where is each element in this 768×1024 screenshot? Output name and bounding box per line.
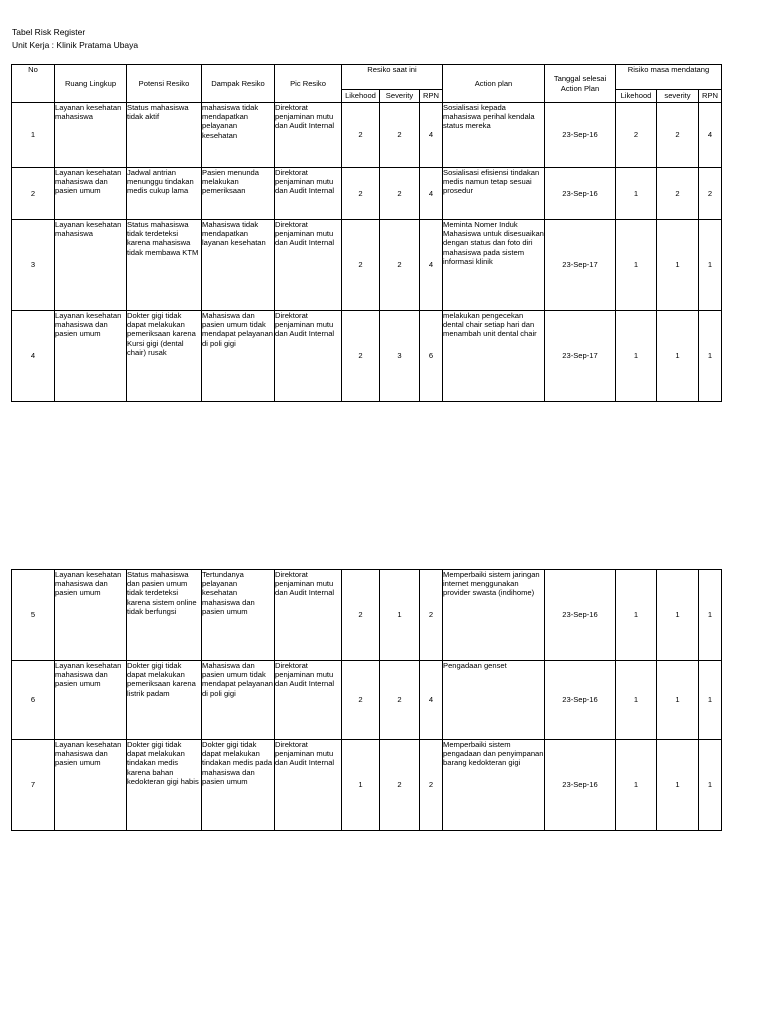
header-severity: Severity [380,90,420,103]
ruang-lingkup-cell: Layanan kesehatan mahasiswa dan pasien umum [55,168,127,220]
severity-future-cell: 2 [657,168,699,220]
document-title: Tabel Risk Register [12,27,86,37]
likehood-cell: 2 [342,311,380,402]
rpn-future-cell: 1 [699,570,722,661]
severity-cell: 2 [380,740,420,831]
header-pic-resiko: Pic Resiko [275,65,342,103]
likehood-cell: 2 [342,570,380,661]
row-number: 1 [12,103,55,168]
severity-future-cell: 1 [657,311,699,402]
pic-resiko-cell: Direktorat penjaminan mutu dan Audit Internal [275,220,342,311]
pic-resiko-cell: Direktorat penjaminan mutu dan Audit Internal [275,570,342,661]
likehood-cell: 2 [342,168,380,220]
tanggal-selesai-cell: 23-Sep-16 [545,740,616,831]
header-risiko-masa-mendatang: Risiko masa mendatang [616,65,722,90]
likehood-cell: 1 [342,740,380,831]
header-rpn-future: RPN [699,90,722,103]
header-action-plan: Action plan [443,65,545,103]
severity-cell: 1 [380,570,420,661]
severity-future-cell: 1 [657,661,699,740]
dampak-resiko-cell: Mahasiswa dan pasien umum tidak mendapat pelayanan di poli gigi [202,661,275,740]
action-plan-cell: Meminta Nomer Induk Mahasiswa untuk disesuaikan dengan status dan foto diri mahasiswa pada sistem informasi klinik [443,220,545,311]
likehood-cell: 2 [342,220,380,311]
ruang-lingkup-cell: Layanan kesehatan mahasiswa dan pasien umum [55,311,127,402]
rpn-cell: 4 [420,220,443,311]
likehood-cell: 2 [342,661,380,740]
rpn-future-cell: 1 [699,661,722,740]
header-no: No [12,65,55,103]
dampak-resiko-cell: Pasien menunda melakukan pemeriksaan [202,168,275,220]
likehood-future-cell: 1 [616,740,657,831]
dampak-resiko-cell: Mahasiswa dan pasien umum tidak mendapat pelayanan di poli gigi [202,311,275,402]
tanggal-selesai-cell: 23-Sep-16 [545,168,616,220]
tanggal-selesai-cell: 23-Sep-16 [545,661,616,740]
severity-future-cell: 2 [657,103,699,168]
table-row [12,220,722,311]
header-dampak-resiko: Dampak Resiko [202,65,275,103]
pic-resiko-cell: Direktorat penjaminan mutu dan Audit Internal [275,311,342,402]
rpn-future-cell: 1 [699,311,722,402]
header-resiko-saat-ini: Resiko saat ini [342,65,443,90]
dampak-resiko-cell: Mahasiswa tidak mendapatkan layanan kesehatan [202,220,275,311]
potensi-resiko-cell: Status mahasiswa tidak terdeteksi karena mahasiswa tidak membawa KTM [127,220,202,311]
ruang-lingkup-cell: Layanan kesehatan mahasiswa [55,220,127,311]
row-number: 5 [12,570,55,661]
likehood-future-cell: 2 [616,103,657,168]
row-number: 7 [12,740,55,831]
table-row [12,740,722,831]
header-likehood-future: Likehood [616,90,657,103]
risk-register-table-continued [11,569,722,831]
action-plan-cell: Memperbaiki sistem jaringan internet menggunakan provider swasta (indihome) [443,570,545,661]
table-row [12,168,722,220]
rpn-future-cell: 1 [699,220,722,311]
potensi-resiko-cell: Dokter gigi tidak dapat melakukan pemeriksaan karena listrik padam [127,661,202,740]
likehood-future-cell: 1 [616,570,657,661]
severity-cell: 2 [380,103,420,168]
potensi-resiko-cell: Status mahasiswa tidak aktif [127,103,202,168]
tanggal-selesai-cell: 23-Sep-16 [545,103,616,168]
tanggal-selesai-cell: 23-Sep-16 [545,570,616,661]
ruang-lingkup-cell: Layanan kesehatan mahasiswa dan pasien umum [55,740,127,831]
action-plan-cell: melakukan pengecekan dental chair setiap hari dan menambah unit dental chair [443,311,545,402]
action-plan-cell: Sosialisasi efisiensi tindakan medis namun tetap sesuai prosedur [443,168,545,220]
row-number: 3 [12,220,55,311]
unit-kerja-label: Unit Kerja : Klinik Pratama Ubaya [12,40,139,50]
row-number: 6 [12,661,55,740]
rpn-cell: 4 [420,103,443,168]
rpn-future-cell: 2 [699,168,722,220]
header-ruang-lingkup: Ruang Lingkup [55,65,127,103]
likehood-cell: 2 [342,103,380,168]
severity-cell: 2 [380,220,420,311]
ruang-lingkup-cell: Layanan kesehatan mahasiswa dan pasien umum [55,661,127,740]
tanggal-selesai-cell: 23-Sep-17 [545,220,616,311]
likehood-future-cell: 1 [616,661,657,740]
potensi-resiko-cell: Jadwal antrian menunggu tindakan medis cukup lama [127,168,202,220]
rpn-future-cell: 4 [699,103,722,168]
likehood-future-cell: 1 [616,220,657,311]
table-row [12,103,722,168]
rpn-cell: 2 [420,570,443,661]
tanggal-selesai-cell: 23-Sep-17 [545,311,616,402]
pic-resiko-cell: Direktorat penjaminan mutu dan Audit Internal [275,168,342,220]
table-row [12,661,722,740]
row-number: 2 [12,168,55,220]
likehood-future-cell: 1 [616,311,657,402]
potensi-resiko-cell: Dokter gigi tidak dapat melakukan tindakan medis karena bahan kedokteran gigi habis [127,740,202,831]
action-plan-cell: Memperbaiki sistem pengadaan dan penyimpanan barang kedokteran gigi [443,740,545,831]
pic-resiko-cell: Direktorat penjaminan mutu dan Audit Internal [275,103,342,168]
dampak-resiko-cell: Dokter gigi tidak dapat melakukan tindakan medis pada mahasiswa dan pasien umum [202,740,275,831]
likehood-future-cell: 1 [616,168,657,220]
rpn-future-cell: 1 [699,740,722,831]
severity-cell: 2 [380,168,420,220]
header-potensi-resiko: Potensi Resiko [127,65,202,103]
rpn-cell: 6 [420,311,443,402]
pic-resiko-cell: Direktorat penjaminan mutu dan Audit Internal [275,740,342,831]
severity-future-cell: 1 [657,570,699,661]
potensi-resiko-cell: Dokter gigi tidak dapat melakukan pemeriksaan karena Kursi gigi (dental chair) rusak [127,311,202,402]
severity-future-cell: 1 [657,740,699,831]
severity-cell: 3 [380,311,420,402]
action-plan-cell: Pengadaan genset [443,661,545,740]
severity-cell: 2 [380,661,420,740]
header-likehood: Likehood [342,90,380,103]
risk-register-table [11,64,722,402]
row-number: 4 [12,311,55,402]
header-severity-future: severity [657,90,699,103]
severity-future-cell: 1 [657,220,699,311]
ruang-lingkup-cell: Layanan kesehatan mahasiswa [55,103,127,168]
table-row [12,570,722,661]
dampak-resiko-cell: mahasiswa tidak mendapatkan pelayanan kesehatan [202,103,275,168]
ruang-lingkup-cell: Layanan kesehatan mahasiswa dan pasien umum [55,570,127,661]
table-row [12,311,722,402]
pic-resiko-cell: Direktorat penjaminan mutu dan Audit Internal [275,661,342,740]
action-plan-cell: Sosialisasi kepada mahasiswa perihal kendala status mereka [443,103,545,168]
rpn-cell: 2 [420,740,443,831]
rpn-cell: 4 [420,168,443,220]
header-rpn: RPN [420,90,443,103]
header-tanggal-selesai: Tanggal selesai Action Plan [545,65,616,103]
rpn-cell: 4 [420,661,443,740]
potensi-resiko-cell: Status mahasiswa dan pasien umum tidak terdeteksi karena sistem online tidak berfungsi [127,570,202,661]
dampak-resiko-cell: Tertundanya pelayanan kesehatan mahasiswa dan pasien umum [202,570,275,661]
